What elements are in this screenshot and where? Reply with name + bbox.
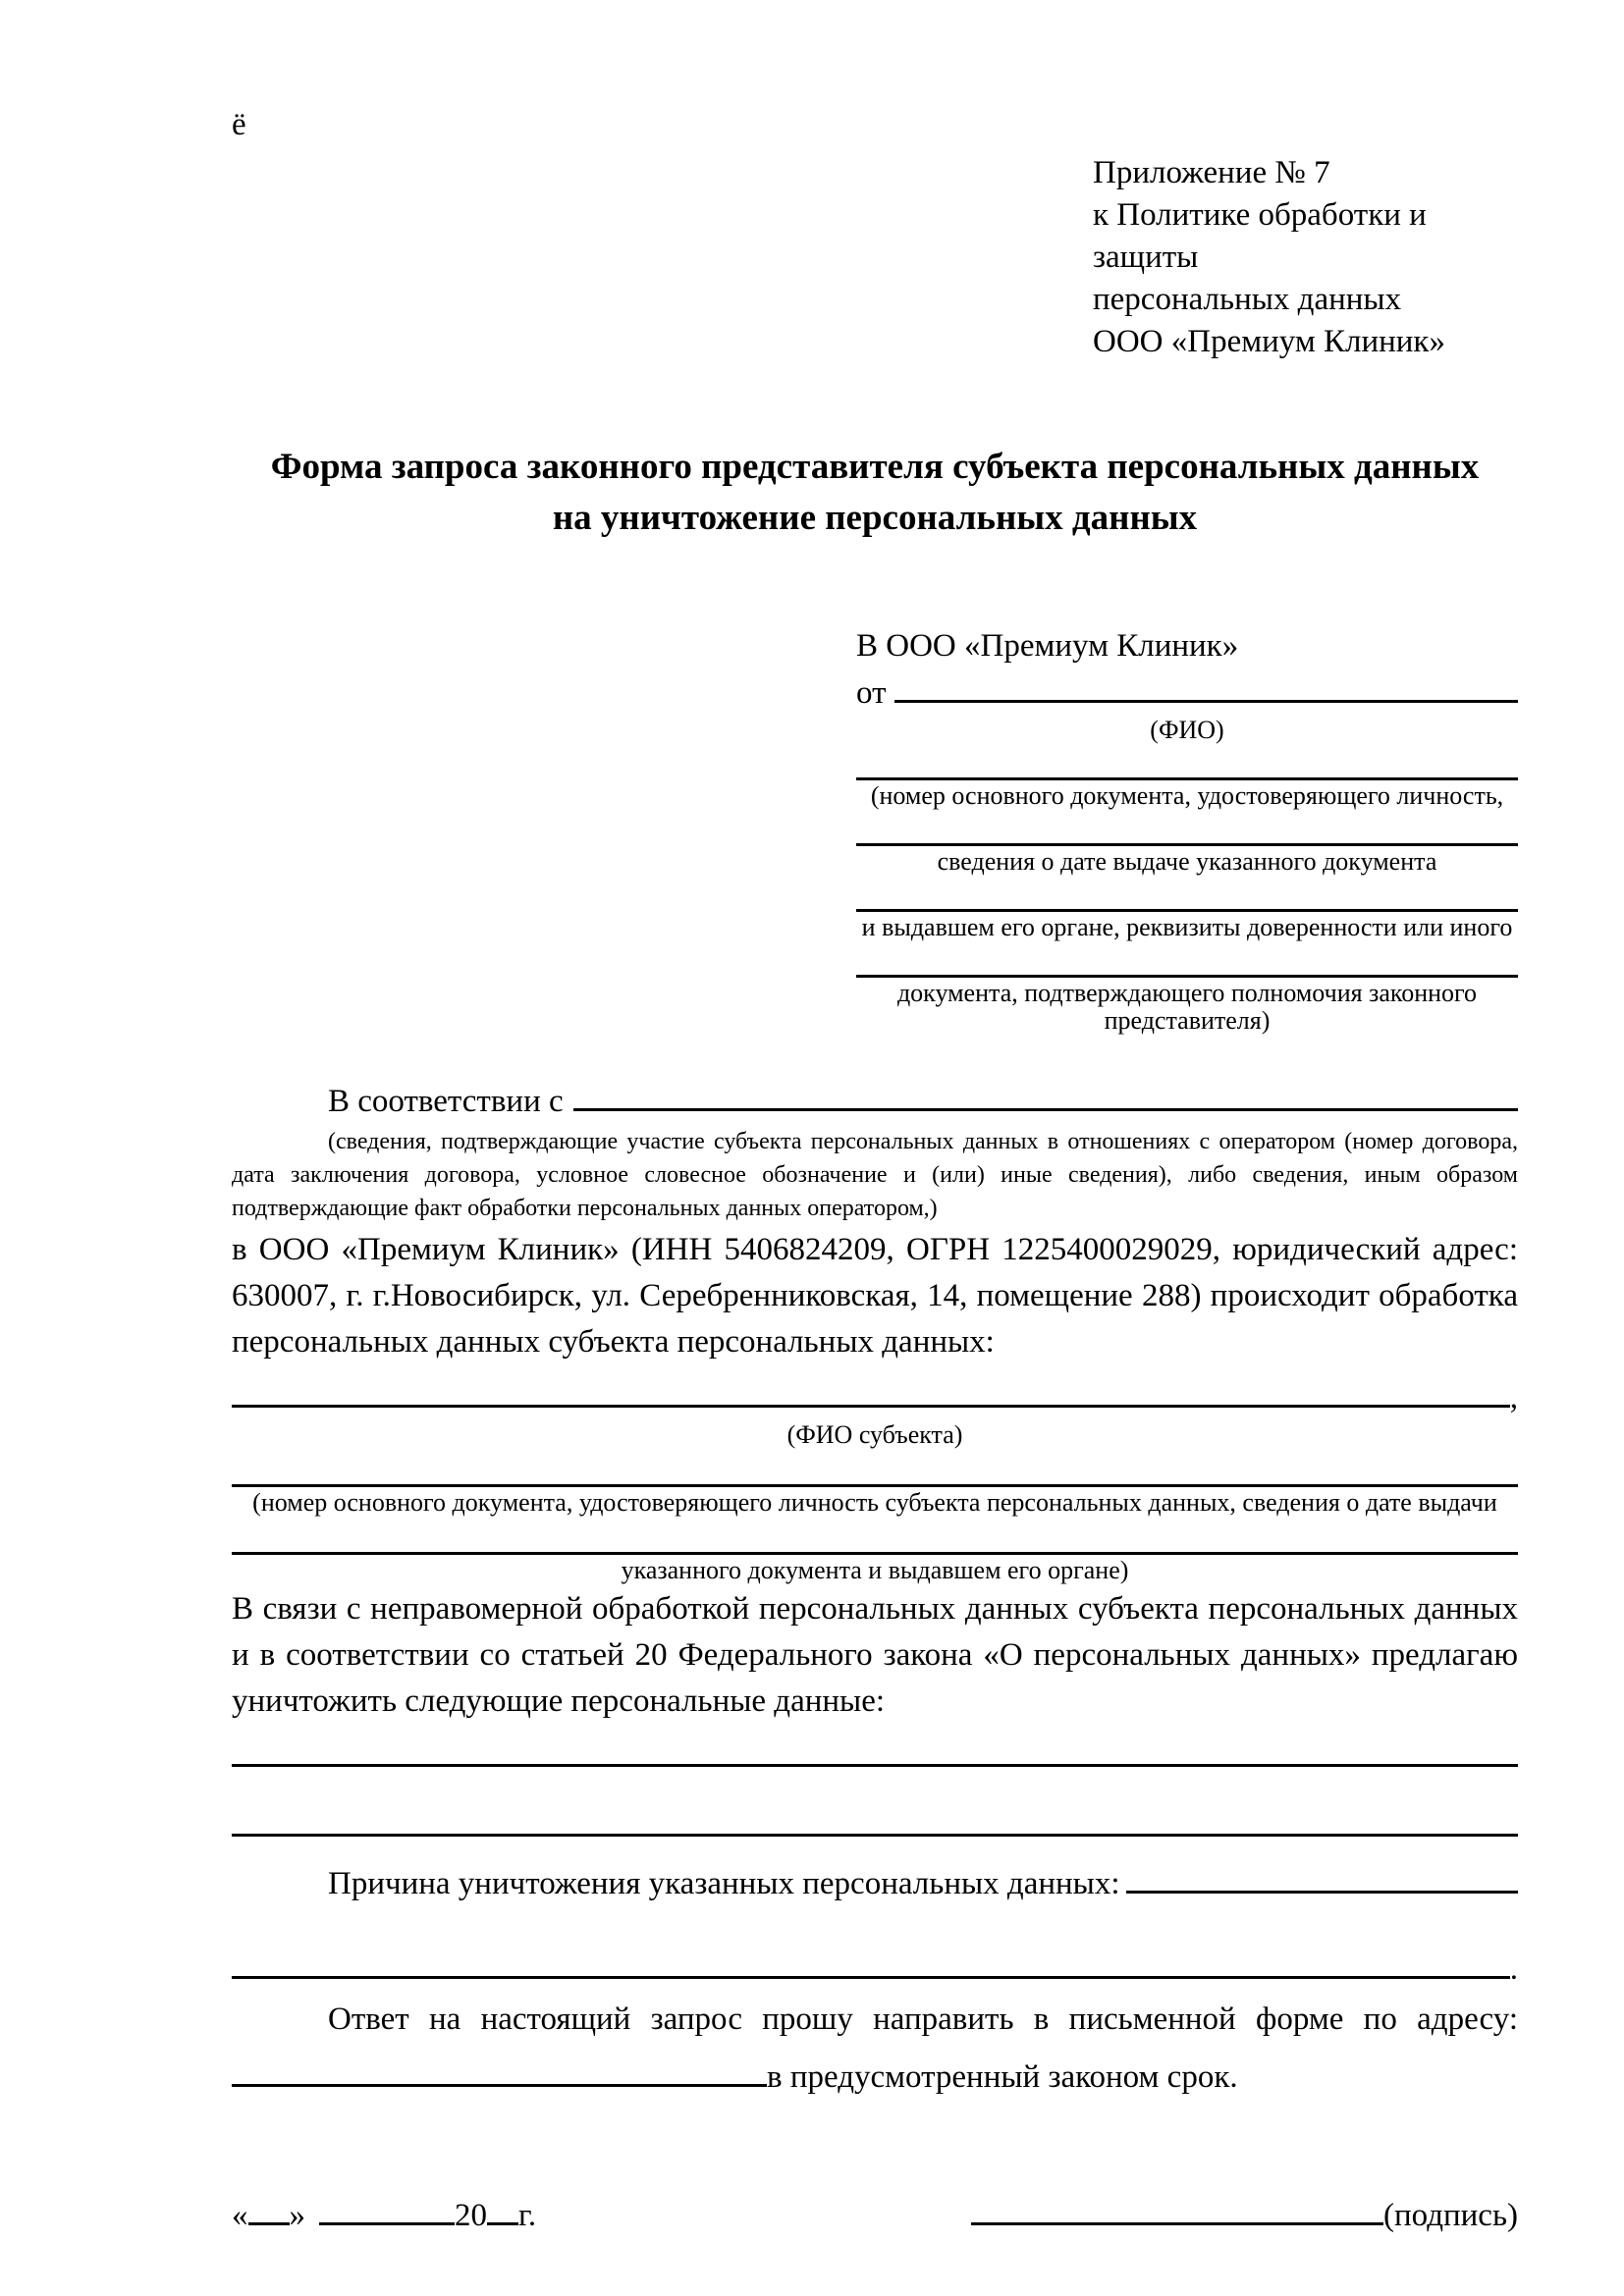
subject-doc-caption-1: (номер основного документа, удостоверяющего личность субъекта персональных данных, сведения о дате выдачи [252,1487,1497,1517]
date-year-blank [487,2222,518,2225]
appendix-line-1: Приложение № 7 [1093,154,1330,190]
appendix-line-4: ООО «Премиум Клиник» [1093,323,1445,359]
demand-paragraph: В связи с неправомерной обработкой персональных данных субъекта персональных данных и в соответствии со статьей 20 Федерального закона «О персональных данных» предлагаю уничтожить следующие персональные данные: [232,1590,1518,1719]
stray-char: ё [232,107,246,142]
operator-paragraph: в ООО «Премиум Клиник» (ИНН 5406824209, ОГРН 1225400029029, юридический адрес: 630007, г. г.Новосибирск, ул. Серебренниковская, 14, помещение 288) происходит обработка персональных данных субъекта персональных данных: [232,1231,1518,1360]
date-quote-open: « [232,2197,248,2233]
signature-row [232,2195,1518,2237]
document-content [232,104,1518,2237]
subject-fio-caption: (ФИО субъекта) [786,1419,963,1449]
fio-caption: (ФИО) [1150,715,1224,744]
subject-fio-blank-line [232,1377,1518,1419]
form-title-line-2: на уничтожение персональных данных [552,497,1198,538]
subject-doc-blank-line-2 [232,1552,1518,1555]
accordance-footnote: (сведения, подтверждающие участие субъекта персональных данных в отношениях с оператором (номер договора, дата заключения договора, условное словесное обозначение и (или) иные сведения), либо сведения, иным образом подтверждающие факт обработки персональных данных оператором,) [232,1128,1518,1221]
addressee-to: В ООО «Премиум Клиник» [856,627,1239,664]
representative-doc-caption-2: сведения о дате выдаче указанного документа [937,846,1437,876]
appendix-line-3: персональных данных [1093,281,1402,317]
date-month-blank [319,2222,455,2225]
signature-blank-line [971,2222,1383,2225]
date-quote-close: » [289,2197,305,2233]
reply-address-row [232,2055,1518,2101]
representative-doc-blank-line-4 [856,975,1518,978]
appendix-block [1093,152,1518,363]
reason-continuation-line [232,1976,1510,1979]
reason-continuation-row [232,1949,1518,1991]
accordance-row [232,1080,1518,1123]
representative-doc-blank-line-2 [856,843,1518,846]
representative-doc-blank-line-1 [856,777,1518,780]
date-day-blank [248,2222,290,2225]
subject-fio-line [232,1405,1510,1408]
form-title-line-1: Форма запроса законного представителя субъекта персональных данных [270,446,1480,487]
appendix-line-2: к Политике обработки и защиты [1093,196,1427,275]
subject-doc-blank-line-1 [232,1484,1518,1487]
representative-doc-blank-line-3 [856,909,1518,912]
addressee-block [856,624,1518,1035]
from-label: от [856,674,887,711]
data-blank-line-2 [232,1834,1518,1837]
date-group [232,2195,536,2237]
from-blank-line [894,700,1519,703]
reply-address-blank-line [232,2084,767,2087]
form-title [232,442,1518,544]
reply-tail-text: в предусмотренный законом срок. [767,2058,1238,2095]
representative-doc-caption-1: (номер основного документа, удостоверяющего личность, [870,780,1504,810]
reply-paragraph: Ответ на настоящий запрос прошу направить в письменной форме по адресу: [328,2001,1518,2037]
representative-doc-caption-3: и выдавшем его органе, реквизиты доверенности или иного [861,912,1513,941]
signature-group [971,2195,1518,2237]
date-year-prefix: 20 [455,2197,487,2233]
accordance-label: В соответствии с [328,1083,564,1119]
subject-fio-comma: , [1509,1379,1518,1415]
subject-doc-caption-2: указанного документа и выдавшем его органе) [621,1555,1129,1584]
from-row [856,671,1518,715]
reason-blank-line [1126,1891,1518,1894]
accordance-blank-line [573,1108,1518,1111]
representative-doc-caption-4: документа, подтверждающего полномочия законного представителя) [896,978,1478,1035]
date-year-suffix: г. [518,2197,537,2233]
reason-label: Причина уничтожения указанных персональных данных: [328,1865,1120,1901]
signature-caption: (подпись) [1383,2197,1518,2233]
data-blank-line-1 [232,1764,1518,1767]
reason-row [232,1862,1518,1905]
reason-period: . [1509,1950,1518,1987]
